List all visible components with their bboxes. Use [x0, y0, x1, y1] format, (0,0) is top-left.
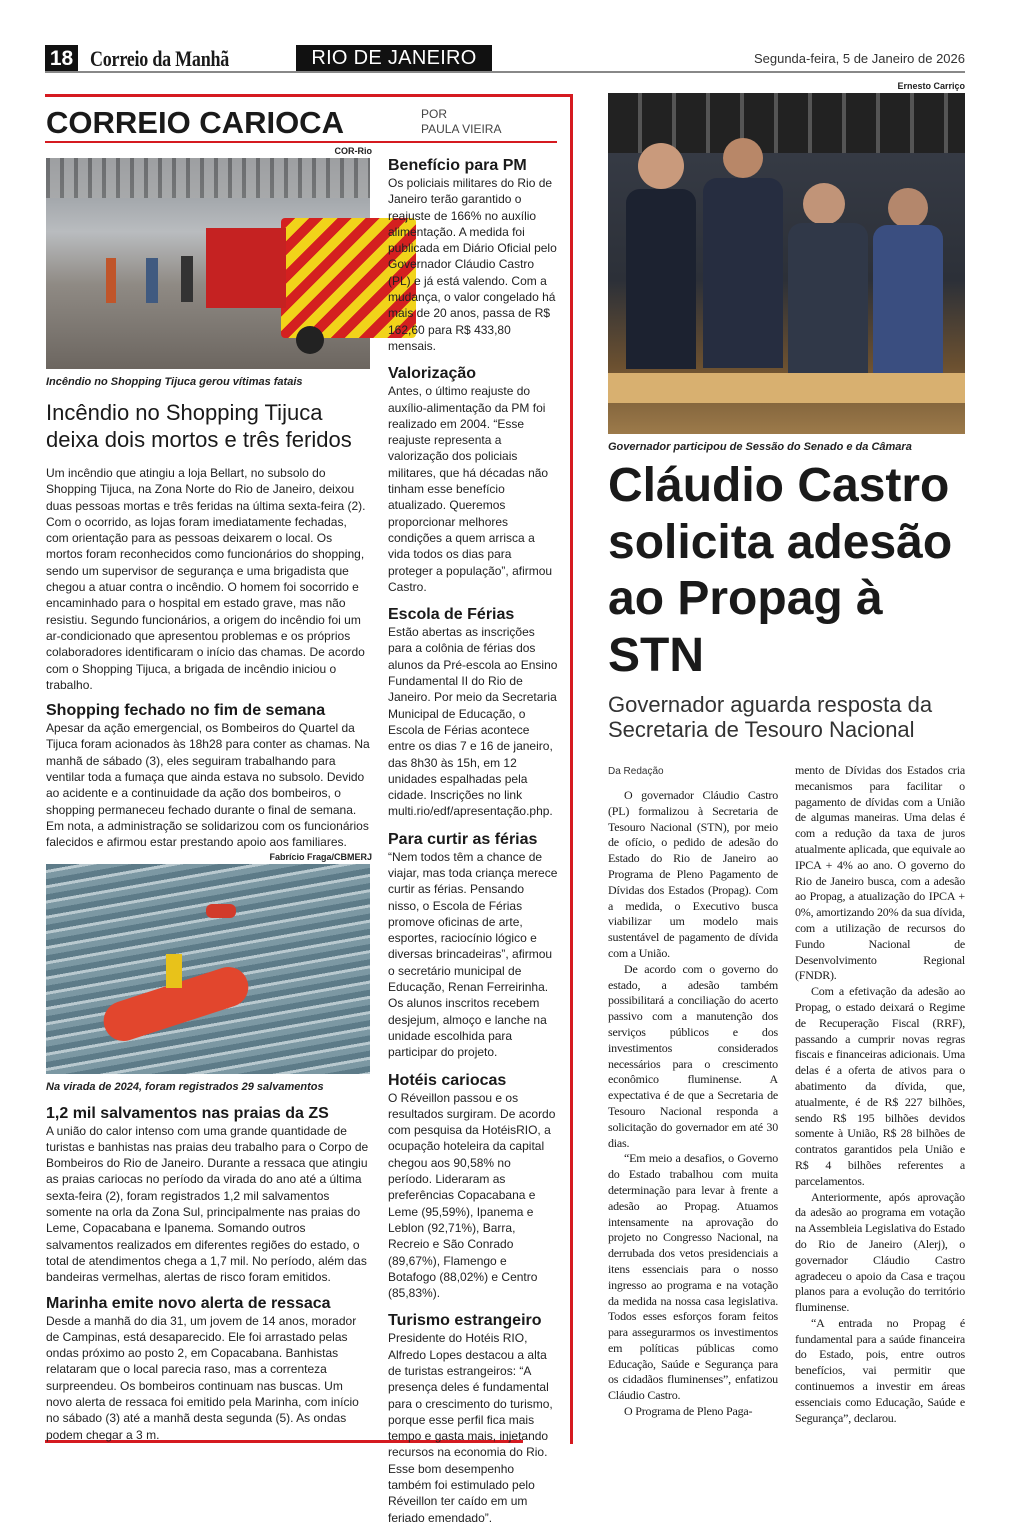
notes-column — [388, 156, 558, 1526]
note-text: Os policiais militares do Rio de Janeiro terão garantido o reajuste de 166% no auxílio alimentação. A medida foi publicada em Diário Oficial pelo Governador Cláudio Castro (PL) e já está valendo. Com a mudança, o valor congelado há mais de 20 anos, passa de R$ 162,60 para R$ 433,80 mensais. — [388, 176, 557, 353]
column-frame-top — [45, 94, 573, 97]
author: Da Redação — [608, 766, 664, 777]
left-column — [46, 146, 372, 1443]
main-heading-block — [608, 458, 973, 742]
paragraph: “Em meio a desafios, o Governo do Estado trabalhou com muita determinação para levar à frente a adesão ao Propag. Atuamos intensamente na aprovação do projeto no Congresso Nacional, na derrubada dos vetos presidenciais a itens essenciais para o nosso ingresso ao programa e na votação da medida na nossa casa legislativa. Todos esses esforços foram feitos para assegurarmos os investimentos em políticas públicas como Educação, Saúde e Segurança para os cidadãos fluminenses”, enfatizou Cláudio Castro. — [608, 1151, 778, 1403]
paragraph: “A entrada no Propag é fundamental para a saúde financeira do Estado, pois, entre outros benefícios, vai permitir que continuemos a investir em áreas essenciais como Educação, Saúde e Segurança”, declarou. — [795, 1315, 965, 1425]
article-body: Apesar da ação emergencial, os Bombeiros do Quartel da Tijuca foram acionados às 18h28 para conter as chamas. Na manhã de sábado (3), eles seguiram trabalhando para ventilar toda a fumaça que ainda estava no subsolo. Devido ao acidente e a continuidade da ação dos bombeiros, o shopping permaneceu fechado durante o final de semana. Em nota, a administração se solidarizou com os funcionários falecidos e afirmou estar prestando apoio aos familiares. — [46, 721, 370, 850]
paragraph: mento de Dívidas dos Estados cria mecanismos para facilitar o pagamento de dívidas com a União de algumas maneiras. Uma delas é com a redução da taxa de juros atualmente aplicada, que equivale ao IPCA + 4% ao ano. O governo do Rio de Janeiro busca, com a adesão ao Propag, a atualização do IPCA + 0%, amortizando 20% da sua dívida, com a utilização de recursos do Fundo Nacional de Desenvolvimento Regional (FNDR). — [795, 763, 965, 983]
note-title: Escola de Férias — [388, 606, 515, 624]
subheading: Marinha emite novo alerta de ressaca — [46, 1294, 331, 1312]
rescue-boat-photo — [46, 864, 370, 1074]
note-title: Benefício para PM — [388, 157, 527, 174]
note-text: Antes, o último reajuste do auxílio-alimentação da PM foi realizado em 2004. “Esse reajuste representa a valorização dos policiais militares, que há décadas não tinham esse benefício atualizado. Queremos proporcionar melhores condições a quem arrisca a vida todos os dias para proteger a população”, afirmou Castro. — [388, 384, 553, 594]
note — [388, 605, 558, 820]
column-frame-right — [570, 94, 573, 1444]
photo-caption: Incêndio no Shopping Tijuca gerou vítimas fatais — [46, 376, 303, 388]
note-text: “Nem todos têm a chance de viajar, mas toda criança merece curtir as férias. Pensando nisso, o Escola de Férias promove oficinas de arte, esportes, raciocínio lógico e diversas brincadeiras”, afirmou o secretário municipal de Educação, Renan Ferreirinha. Os alunos inscritos recebem desjejum, almoço e lanche na unidade escolhida para participar do projeto. — [388, 849, 558, 1060]
note-title: Turismo estrangeiro — [388, 1312, 542, 1330]
article-body: A união do calor intenso com uma grande quantidade de turistas e banhistas nas praias deu trabalho para o Corpo de Bombeiros do Rio de Janeiro. Durante a ressaca que atingiu as praias cariocas no período da virada do ano até a última sexta-feira (2), foram registrados 1,2 mil salvamentos somente na orla da Zona Sul, principalmente nas praias do Leme, Copacabana e Ipanema. Somando outros salvamentos realizados em diferentes regiões do estado, o total de atendimentos chega a 1,7 mil. No período, além das bandeiras vermelhas, alertas de risco foram emitidos. — [46, 1123, 369, 1285]
article-body: Desde a manhã do dia 31, um jovem de 14 anos, morador de Campinas, está desaparecido. Ele foi arrastado pelas ondas próximo ao posto 2, em Copacabana. Banhistas relataram que o local parecia raso, mas a correnteza surpreendeu. Os bombeiros continuam nas buscas. Um novo alerta de ressaca foi emitido pela Marinha, com início no sábado (3) até a manhã desta segunda (5). As ondas podem chegar a 3 m. — [46, 1313, 359, 1442]
fire-truck-photo — [46, 158, 370, 369]
subheading: 1,2 mil salvamentos nas praias da ZS — [46, 1104, 329, 1122]
byline-por: POR — [421, 107, 448, 121]
paragraph: De acordo com o governo do estado, a adesão também possibilitará a conciliação do acerto passivo com a manutenção dos serviços públicos e dos investimentos considerados necessários para o crescimento econômico fluminense. A expectativa é de que a Secretaria de Tesouro Nacional responda a solicitação do governador em até 30 dias. — [608, 961, 778, 1150]
senate-session-photo — [608, 93, 965, 434]
note-title: Hotéis cariocas — [388, 1071, 507, 1089]
column-byline — [421, 107, 501, 137]
column-title: CORREIO CARIOCA — [46, 105, 344, 140]
note — [388, 1071, 558, 1302]
article-headline: Incêndio no Shopping Tijuca deixa dois mortos e três feridos — [46, 400, 352, 452]
note — [388, 1311, 558, 1526]
header-divider — [45, 71, 965, 73]
main-headline: Cláudio Castro solicita adesão ao Propag à STN — [608, 459, 953, 682]
article-column-2 — [795, 763, 965, 1426]
note-text: Presidente do Hotéis RIO, Alfredo Lopes destacou a alta de turistas estrangeiros: “A presença deles é fundamental para o crescimento do turismo, porque esse perfil fica mais tempo e gasta mais, injetando recursos na economia do Rio. Esse bom desempenho também foi estimulado pelo Réveillon ter caído em um feriado emendado”. — [388, 1331, 553, 1525]
note-text: Estão abertas as inscrições para a colônia de férias dos alunos da Pré-escola ao Ensino Fundamental II do Rio de Janeiro. Por meio da Secretaria Municipal de Educação, o Escola de Férias acontece entre os dias 7 e 16 de janeiro, das 8h30 às 15h, em 12 unidades espalhadas pela cidade. Inscrições no link multi.rio/edf/apresentação.php. — [388, 625, 558, 819]
photo-caption: Na virada de 2024, foram registrados 29 salvamentos — [46, 1080, 324, 1093]
note — [388, 156, 558, 354]
note — [388, 364, 558, 595]
photo-caption: Governador participou de Sessão do Senado e da Câmara — [608, 441, 912, 453]
photo-credit: COR-Rio — [334, 146, 372, 156]
section-label: RIO DE JANEIRO — [296, 45, 492, 71]
main-deck: Governador aguarda resposta da Secretaria de Tesouro Nacional — [608, 692, 933, 742]
photo-credit: Ernesto Carriço — [897, 81, 965, 91]
paragraph: O governador Cláudio Castro (PL) formalizou à Secretaria de Tesouro Nacional (STN), por meio de ofício, o pedido de adesão do Estado do Rio de Janeiro ao Programa de Pleno Pagamento de Dívidas dos Estados (Propag). Com a medida, o Executivo busca viabilizar um modelo mais sustentável de pagamento de dívida com a União. — [608, 788, 778, 960]
byline-author: PAULA VIEIRA — [421, 122, 502, 136]
note — [388, 830, 558, 1061]
newspaper-logo: Correio da Manhã — [90, 46, 230, 71]
column-title-rule — [45, 141, 557, 143]
paragraph: O Programa de Pleno Paga- — [624, 1404, 753, 1419]
note-title: Valorização — [388, 365, 477, 383]
note-text: O Réveillon passou e os resultados surgiram. De acordo com pesquisa da HotéisRIO, a ocupação hoteleira da capital chegou aos 90,58% no período. Lideraram as preferências Copacabana e Leme (95,59%), Ipanema e Leblon (92,71%), Barra, Recreio e São Conrado (89,67%), Flamengo e Botafogo (88,02%) e Centro (85,83%). — [388, 1090, 556, 1301]
note-title: Para curtir as férias — [388, 830, 538, 848]
paragraph: Com a efetivação da adesão ao Propag, o estado deixará o Regime de Recuperação Fiscal (RRF), passando a cumprir novas regras fiscais e financeiras adicionais. Uma delas é a oferta de ativos para o abatimento da dívida, que, atualmente, é de R$ 227 bilhões, sendo R$ 195 bilhões devidos somente à União, R$ 28 bilhões de contratos garantidos pela União e R$ 4 bilhões referentes a parcelamentos. — [795, 984, 965, 1188]
article-body: Um incêndio que atingiu a loja Bellart, no subsolo do Shopping Tijuca, na Zona Norte do Rio de Janeiro, deixou duas pessoas mortas e três feridas na última sexta-feira (2). Com o ocorrido, as lojas foram imediatamente fechadas, com orientação para as pessoas deixarem o local. Os mortos foram reconhecidos como funcionários do shopping, sendo um supervisor de segurança e uma brigadista que chegou a atuar contra o incêndio. O homem foi socorrido e encaminhado para o hospital em estado grave, mas não resistiu. Segundo funcionários, a origem do incêndio foi um ar-condicionado que apresentou problemas e os próprios colaboradores identificaram o início das chamas. De acordo com o Shopping Tijuca, a brigada de incêndio iniciou o trabalho. — [46, 466, 366, 692]
photo-credit: Fabrício Fraga/CBMERJ — [269, 851, 372, 862]
article-column-1 — [608, 788, 778, 1420]
page-number: 18 — [45, 45, 78, 72]
paragraph: Anteriormente, após aprovação da adesão ao programa em votação na Assembleia Legislativa do Estado do Rio de Janeiro (Alerj), o governador Cláudio Castro agradeceu o apoio da Casa e traçou planos para a evolução do território fluminense. — [795, 1189, 965, 1315]
subheading: Shopping fechado no fim de semana — [46, 702, 326, 720]
issue-date: Segunda-feira, 5 de Janeiro de 2026 — [753, 51, 965, 66]
